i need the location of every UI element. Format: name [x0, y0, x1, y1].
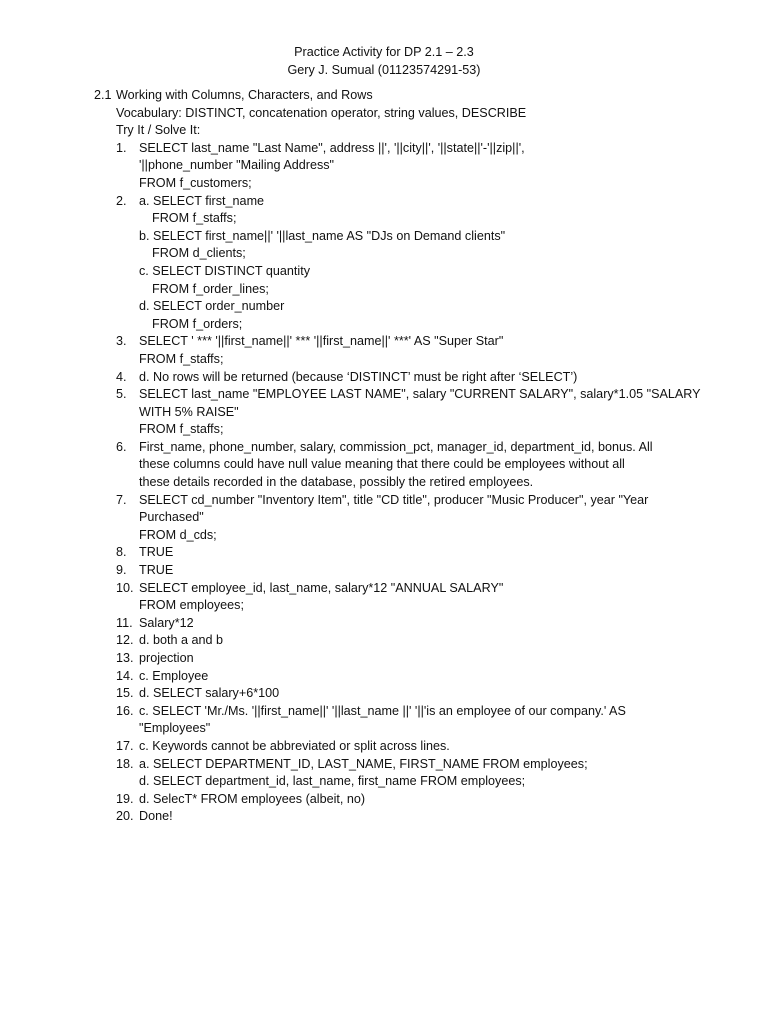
answer-text: SELECT cd_number "Inventory Item", title "CD title", producer "Music Producer", year "Year	[139, 492, 649, 507]
item-number: 19.	[116, 791, 134, 806]
answer-line	[94, 175, 694, 193]
answer-line	[94, 298, 694, 316]
answer-line	[94, 281, 694, 299]
answer-text: b. SELECT first_name||' '||last_name AS "DJs on Demand clients"	[139, 228, 506, 243]
answer-text: SELECT last_name "Last Name", address ||', '||city||', '||state||'-'||zip||',	[139, 140, 525, 155]
answer-line	[94, 316, 694, 334]
answer-line	[94, 738, 694, 756]
section-number: 2.1	[94, 88, 112, 102]
answer-item	[94, 632, 694, 650]
item-number: 4.	[116, 369, 127, 384]
item-number: 16.	[116, 703, 134, 718]
answer-text: these details recorded in the database, possibly the retired employees.	[139, 475, 534, 490]
answer-line	[94, 210, 694, 228]
answer-text: Done!	[139, 809, 173, 824]
answer-line	[94, 421, 694, 439]
answer-line	[94, 756, 694, 774]
answer-item	[94, 650, 694, 668]
answer-line	[94, 808, 694, 826]
answer-item	[94, 140, 694, 193]
try-it-label: Try It / Solve It:	[116, 123, 201, 138]
answer-line	[94, 773, 694, 791]
item-number: 18.	[116, 756, 134, 771]
answer-item	[94, 808, 694, 826]
answer-text: d. SELECT salary+6*100	[139, 686, 280, 701]
answer-line	[94, 668, 694, 686]
answer-line	[94, 703, 694, 721]
answer-text: c. Employee	[139, 668, 209, 683]
answer-item	[94, 492, 694, 545]
answer-text: these columns could have null value meaning that there could be employees without all	[139, 457, 625, 472]
item-number: 5.	[116, 387, 127, 402]
item-number: 7.	[116, 492, 127, 507]
answer-line	[94, 228, 694, 246]
answer-text: a. SELECT DEPARTMENT_ID, LAST_NAME, FIRST_NAME FROM employees;	[139, 756, 588, 771]
answer-text: c. SELECT 'Mr./Ms. '||first_name||' '||last_name ||' '||'is an employee of our company.' AS	[139, 703, 626, 718]
answer-item	[94, 439, 694, 492]
answer-line	[94, 369, 694, 387]
answer-item	[94, 580, 694, 615]
answer-text: TRUE	[139, 545, 174, 560]
answer-line	[94, 263, 694, 281]
item-number: 11.	[116, 615, 133, 630]
answer-line	[94, 632, 694, 650]
answer-item	[94, 685, 694, 703]
answer-line	[94, 580, 694, 598]
answer-text: c. SELECT DISTINCT quantity	[139, 263, 311, 278]
answer-text: FROM f_staffs;	[152, 211, 237, 226]
answer-text: Salary*12	[139, 615, 194, 630]
answer-line	[94, 509, 694, 527]
item-number: 20.	[116, 809, 134, 824]
answer-text: Purchased"	[139, 510, 204, 525]
answer-item	[94, 703, 694, 738]
item-number: 8.	[116, 545, 127, 560]
answer-text: FROM f_orders;	[152, 316, 243, 331]
answer-item	[94, 791, 694, 809]
item-number: 15.	[116, 686, 134, 701]
answer-item	[94, 544, 694, 562]
answer-line	[94, 791, 694, 809]
answer-text: d. both a and b	[139, 633, 224, 648]
answer-line	[94, 351, 694, 369]
answer-text: FROM f_order_lines;	[152, 281, 269, 296]
document-author: Gery J. Sumual (01123574291-53)	[287, 62, 481, 77]
item-number: 9.	[116, 563, 127, 578]
answer-item	[94, 756, 694, 791]
answer-text: First_name, phone_number, salary, commission_pct, manager_id, department_id, bonus. All	[139, 439, 653, 454]
answer-line	[94, 439, 694, 457]
answer-text: FROM f_customers;	[139, 175, 252, 190]
item-number: 17.	[116, 738, 134, 753]
answer-text: "Employees"	[139, 721, 211, 736]
section-heading	[94, 87, 694, 105]
answer-line	[94, 140, 694, 158]
answer-text: d. SelecT* FROM employees (albeit, no)	[139, 791, 366, 806]
answer-text: FROM employees;	[139, 598, 244, 613]
answer-text: FROM f_staffs;	[139, 422, 224, 437]
item-number: 13.	[116, 651, 134, 665]
answer-item	[94, 668, 694, 686]
answer-line	[94, 193, 694, 211]
answer-text: TRUE	[139, 563, 174, 578]
answer-line	[94, 650, 694, 668]
answer-line	[94, 474, 694, 492]
answer-text: d. No rows will be returned (because ‘DISTINCT’ must be right after ‘SELECT’)	[139, 369, 578, 384]
answer-text: SELECT employee_id, last_name, salary*12 "ANNUAL SALARY"	[139, 580, 504, 595]
answer-line	[94, 245, 694, 263]
answer-line	[94, 404, 694, 422]
answer-line	[94, 615, 694, 633]
answer-text: projection	[139, 651, 194, 665]
document-header	[0, 44, 768, 79]
answer-item	[94, 562, 694, 580]
answer-item	[94, 193, 694, 334]
answer-text: SELECT ' *** '||first_name||' *** '||first_name||' ***' AS "Super Star"	[139, 334, 504, 349]
answer-list	[94, 140, 701, 826]
answer-text: a. SELECT first_name	[139, 193, 265, 208]
document-title: Practice Activity for DP 2.1 – 2.3	[294, 45, 474, 59]
answer-text: FROM f_staffs;	[139, 351, 224, 366]
answer-line	[94, 562, 694, 580]
answer-text: '||phone_number "Mailing Address"	[139, 158, 335, 173]
section-title: Working with Columns, Characters, and Rows	[116, 88, 373, 102]
item-number: 10.	[116, 580, 134, 595]
answer-line	[94, 386, 701, 404]
answer-item	[94, 333, 694, 368]
vocabulary-line: Vocabulary: DISTINCT, concatenation operator, string values, DESCRIBE	[116, 105, 527, 120]
answer-line	[94, 456, 694, 474]
item-number: 1.	[116, 140, 127, 155]
answer-text: c. Keywords cannot be abbreviated or split across lines.	[139, 738, 450, 753]
answer-line	[94, 720, 694, 738]
answer-line	[94, 333, 694, 351]
answer-text: WITH 5% RAISE"	[139, 404, 239, 419]
item-number: 3.	[116, 334, 127, 349]
answer-item	[94, 615, 694, 633]
item-number: 14.	[116, 668, 134, 683]
answer-text: d. SELECT order_number	[139, 299, 285, 314]
answer-line	[94, 544, 694, 562]
answer-line	[94, 597, 694, 615]
answer-line	[94, 527, 694, 545]
answer-item	[94, 738, 694, 756]
answer-text: FROM d_cds;	[139, 527, 217, 542]
answer-item	[94, 369, 694, 387]
item-number: 2.	[116, 193, 127, 208]
answer-text: SELECT last_name "EMPLOYEE LAST NAME", salary "CURRENT SALARY", salary*1.05 "SALARY	[139, 387, 701, 402]
answer-line	[94, 157, 694, 175]
item-number: 6.	[116, 439, 127, 454]
answer-item	[94, 386, 701, 439]
item-number: 12.	[116, 633, 134, 648]
answer-text: d. SELECT department_id, last_name, first_name FROM employees;	[139, 774, 526, 789]
section-2-1	[94, 87, 701, 826]
answer-line	[94, 685, 694, 703]
answer-line	[94, 492, 694, 510]
answer-text: FROM d_clients;	[152, 246, 246, 261]
